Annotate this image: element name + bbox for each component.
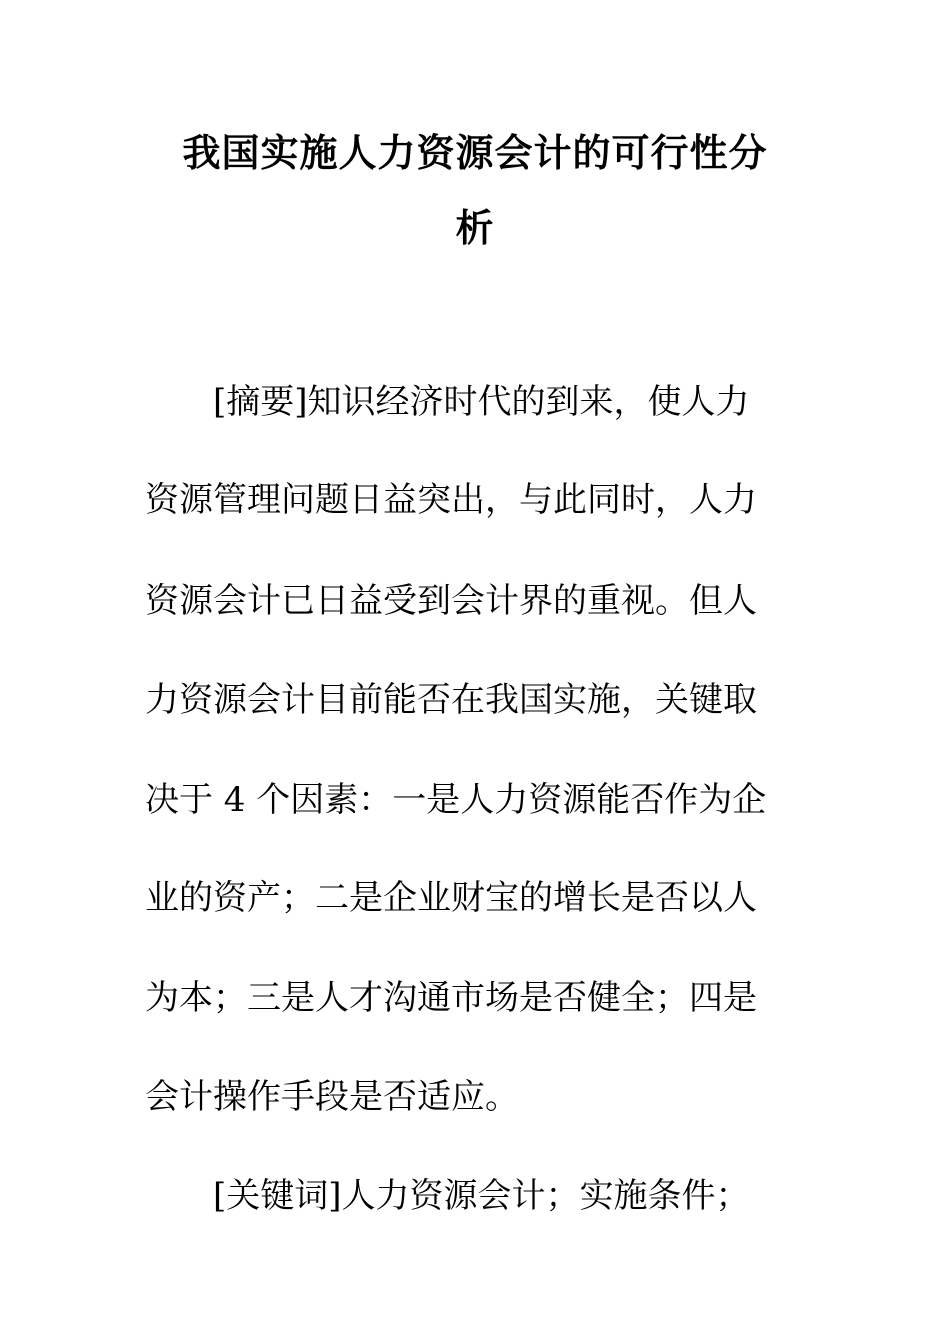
- abstract-line: 会计操作手段是否适应。: [145, 1077, 519, 1117]
- abstract-line: 为本；三是人才沟通市场是否健全；四是: [145, 978, 757, 1018]
- abstract-line: 业的资产；二是企业财宝的增长是否以人: [145, 878, 757, 918]
- title-line-2: 析: [455, 206, 495, 250]
- abstract-line: 力资源会计目前能否在我国实施，关键取: [145, 680, 757, 720]
- abstract-line: 资源管理问题日益突出，与此同时，人力: [145, 480, 757, 520]
- keywords-line: [关键词]人力资源会计；实施条件；: [213, 1176, 750, 1216]
- title-line-1: 我国实施人力资源会计的可行性分: [182, 131, 768, 175]
- document-title: [145, 116, 805, 266]
- abstract-line: 资源会计已日益受到会计界的重视。但人: [145, 581, 757, 621]
- abstract-line: 决于 4 个因素：一是人力资源能否作为企: [145, 780, 767, 820]
- abstract-line: [摘要]知识经济时代的到来，使人力: [213, 382, 750, 422]
